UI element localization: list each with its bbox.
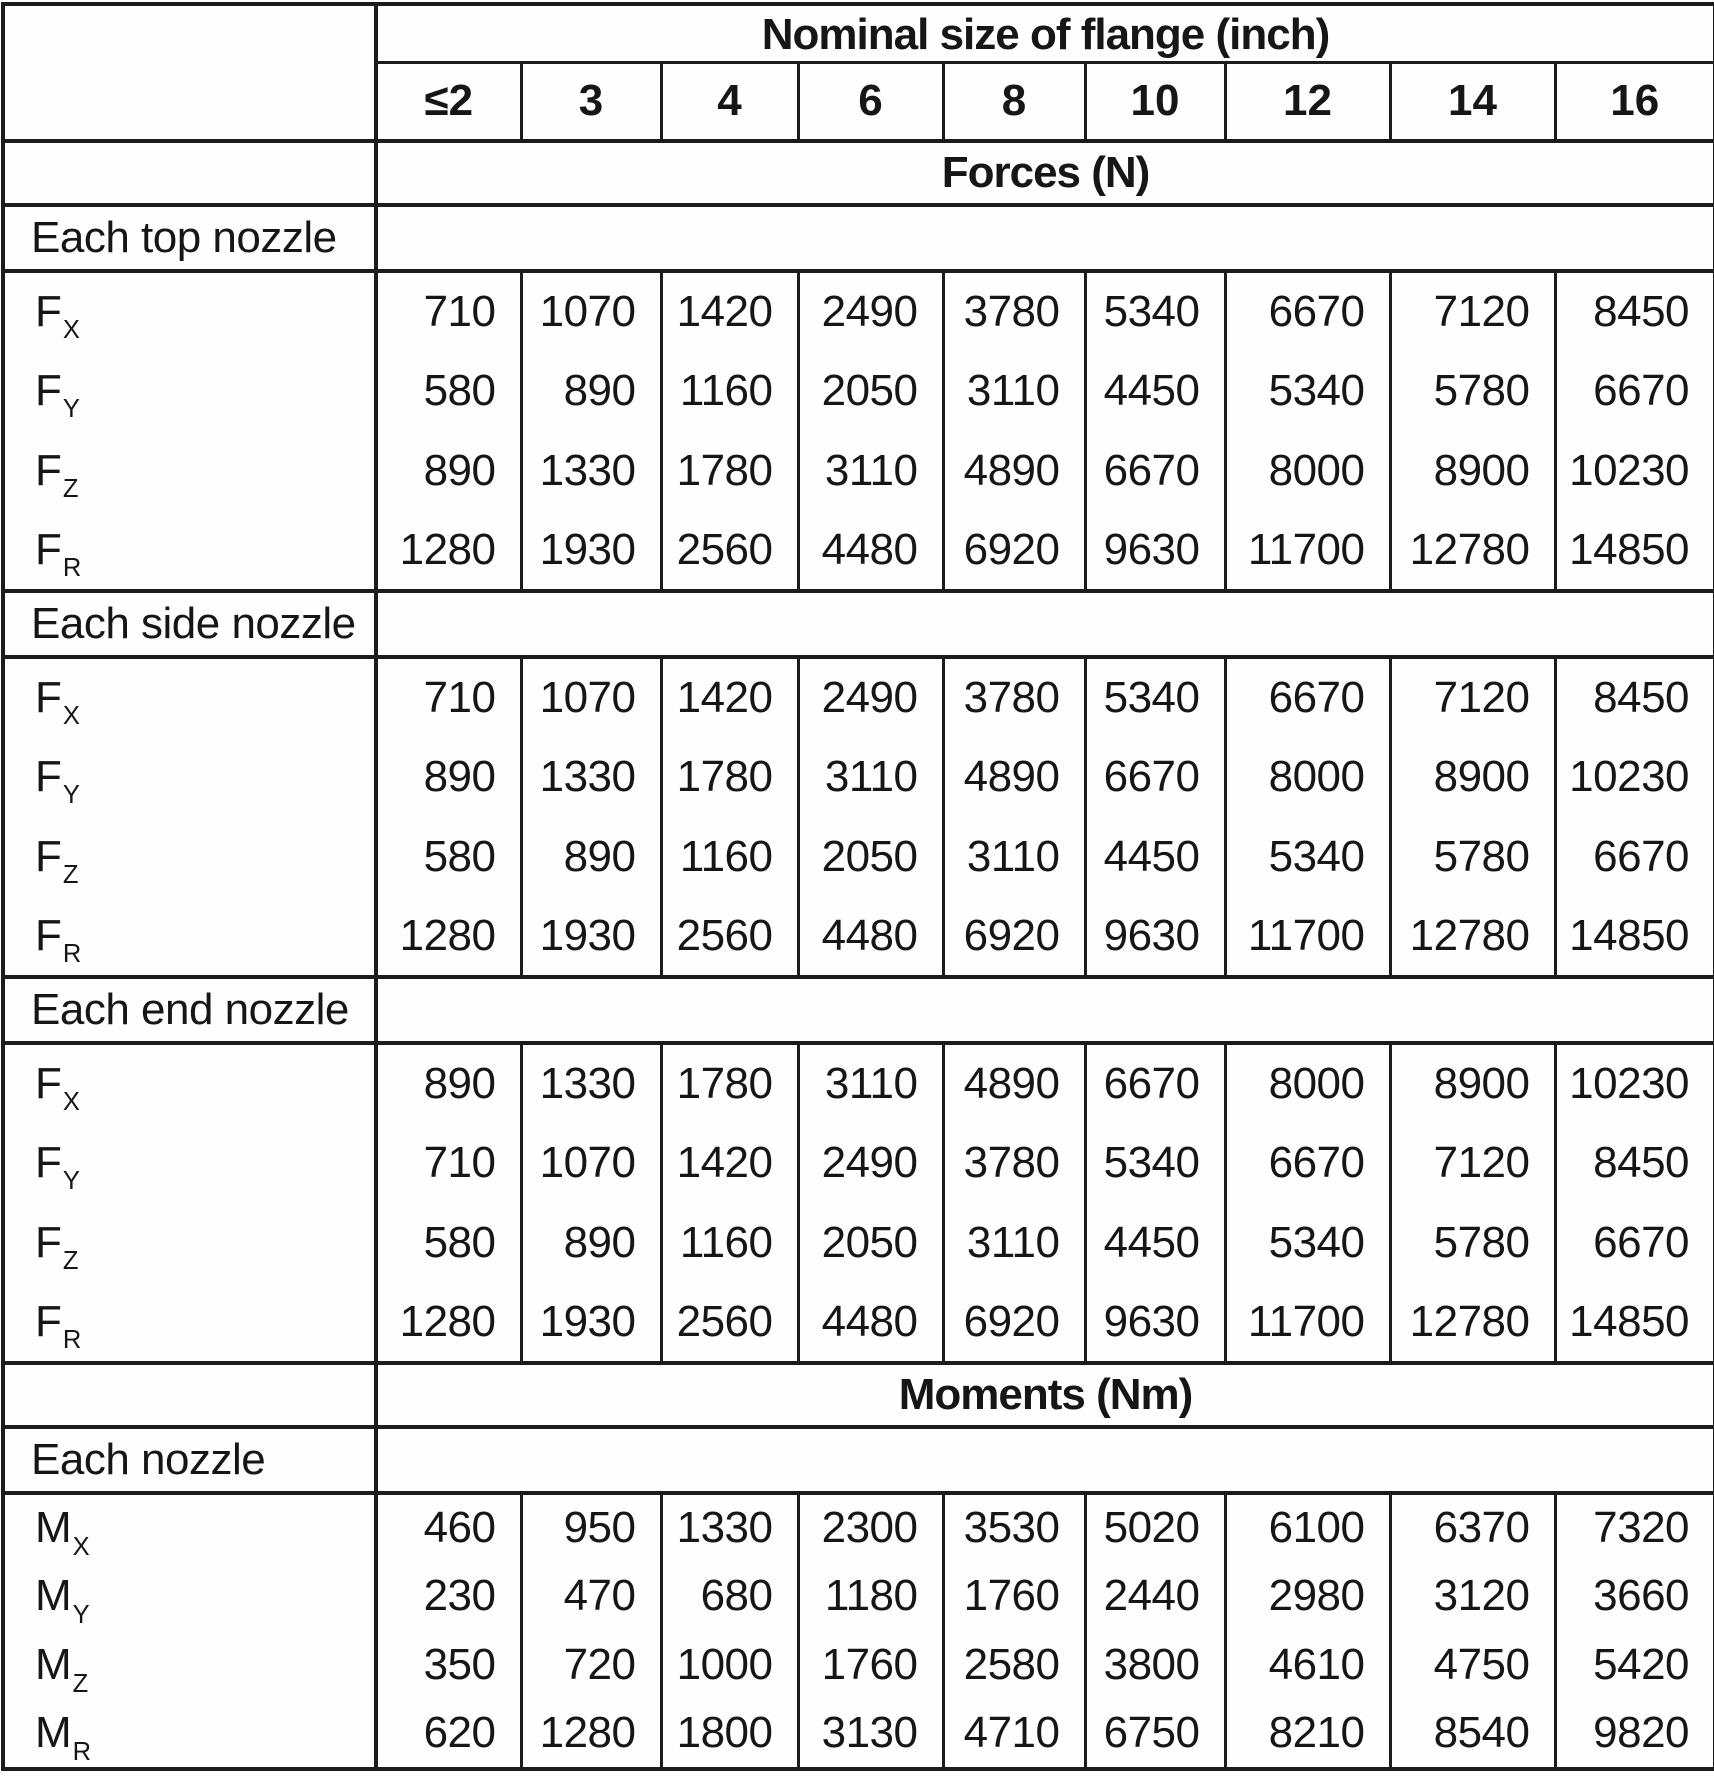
data-row bbox=[3, 351, 1714, 431]
value-cell: 5780 bbox=[1390, 351, 1555, 431]
value-cell: 8450 bbox=[1555, 1123, 1714, 1203]
data-row bbox=[3, 1043, 1714, 1123]
quantity-subscript: R bbox=[62, 940, 82, 969]
value-cell: 4480 bbox=[798, 511, 943, 591]
quantity-symbol: F bbox=[35, 672, 62, 722]
size-col-header: ≤2 bbox=[376, 63, 521, 141]
value-cell: 460 bbox=[376, 1493, 521, 1562]
value-cell: 3780 bbox=[943, 657, 1085, 737]
value-cell: 2440 bbox=[1085, 1562, 1225, 1631]
quantity-subscript: X bbox=[62, 316, 80, 345]
value-cell: 1160 bbox=[661, 817, 798, 897]
value-cell: 2490 bbox=[798, 1123, 943, 1203]
value-cell: 10230 bbox=[1555, 431, 1714, 511]
value-cell: 3780 bbox=[943, 271, 1085, 351]
value-cell: 6670 bbox=[1225, 1123, 1390, 1203]
band-left-empty-cell bbox=[3, 1363, 376, 1427]
value-cell: 2490 bbox=[798, 657, 943, 737]
value-cell: 3660 bbox=[1555, 1562, 1714, 1631]
size-col-header: 6 bbox=[798, 63, 943, 141]
size-col-header: 12 bbox=[1225, 63, 1390, 141]
size-col-header: 16 bbox=[1555, 63, 1714, 141]
value-cell: 2560 bbox=[661, 897, 798, 977]
value-cell: 3110 bbox=[943, 817, 1085, 897]
value-cell: 2300 bbox=[798, 1493, 943, 1562]
value-cell: 350 bbox=[376, 1631, 521, 1700]
quantity-symbol: M bbox=[35, 1708, 72, 1757]
row-label bbox=[3, 271, 376, 351]
value-cell: 2050 bbox=[798, 351, 943, 431]
value-cell: 620 bbox=[376, 1700, 521, 1769]
data-row bbox=[3, 737, 1714, 817]
quantity-symbol: M bbox=[35, 1571, 72, 1620]
value-cell: 1760 bbox=[798, 1631, 943, 1700]
row-label bbox=[3, 817, 376, 897]
row-label bbox=[3, 1123, 376, 1203]
quantity-subscript: X bbox=[62, 1088, 80, 1117]
value-cell: 9820 bbox=[1555, 1700, 1714, 1769]
row-label bbox=[3, 511, 376, 591]
value-cell: 9630 bbox=[1085, 897, 1225, 977]
value-cell: 5780 bbox=[1390, 817, 1555, 897]
data-row bbox=[3, 1123, 1714, 1203]
value-cell: 6670 bbox=[1085, 431, 1225, 511]
value-cell: 1330 bbox=[661, 1493, 798, 1562]
value-cell: 5340 bbox=[1085, 1123, 1225, 1203]
value-cell: 7120 bbox=[1390, 657, 1555, 737]
value-cell: 12780 bbox=[1390, 511, 1555, 591]
data-row bbox=[3, 1493, 1714, 1562]
quantity-symbol: F bbox=[35, 1137, 62, 1187]
value-cell: 12780 bbox=[1390, 897, 1555, 977]
value-cell: 3110 bbox=[943, 1203, 1085, 1283]
value-cell: 4450 bbox=[1085, 817, 1225, 897]
value-cell: 6670 bbox=[1085, 737, 1225, 817]
value-cell: 14850 bbox=[1555, 897, 1714, 977]
value-cell: 710 bbox=[376, 1123, 521, 1203]
value-cell: 4890 bbox=[943, 1043, 1085, 1123]
quantity-subscript: Y bbox=[72, 1600, 90, 1629]
data-row bbox=[3, 817, 1714, 897]
quantity-symbol: F bbox=[35, 831, 62, 881]
value-cell: 890 bbox=[521, 1203, 661, 1283]
value-cell: 10230 bbox=[1555, 1043, 1714, 1123]
column-group-header: Nominal size of flange (inch) bbox=[376, 4, 1714, 63]
value-cell: 12780 bbox=[1390, 1283, 1555, 1363]
quantity-subscript: Z bbox=[62, 475, 79, 504]
value-cell: 1330 bbox=[521, 431, 661, 511]
value-cell: 3110 bbox=[943, 351, 1085, 431]
value-cell: 4480 bbox=[798, 1283, 943, 1363]
value-cell: 710 bbox=[376, 271, 521, 351]
value-cell: 2560 bbox=[661, 1283, 798, 1363]
section-empty-cell bbox=[376, 591, 1714, 657]
row-label bbox=[3, 657, 376, 737]
value-cell: 890 bbox=[376, 1043, 521, 1123]
row-label bbox=[3, 1631, 376, 1700]
quantity-symbol: F bbox=[35, 1058, 62, 1108]
value-cell: 890 bbox=[521, 351, 661, 431]
value-cell: 1420 bbox=[661, 657, 798, 737]
value-cell: 710 bbox=[376, 657, 521, 737]
data-row bbox=[3, 897, 1714, 977]
value-cell: 5340 bbox=[1085, 271, 1225, 351]
section-label: Each side nozzle bbox=[3, 591, 376, 657]
value-cell: 6750 bbox=[1085, 1700, 1225, 1769]
value-cell: 1780 bbox=[661, 431, 798, 511]
value-cell: 2490 bbox=[798, 271, 943, 351]
value-cell: 4750 bbox=[1390, 1631, 1555, 1700]
data-row bbox=[3, 1203, 1714, 1283]
band-row bbox=[3, 141, 1714, 205]
value-cell: 4450 bbox=[1085, 1203, 1225, 1283]
row-label bbox=[3, 431, 376, 511]
value-cell: 6670 bbox=[1225, 271, 1390, 351]
value-cell: 1070 bbox=[521, 271, 661, 351]
row-label bbox=[3, 1562, 376, 1631]
section-row bbox=[3, 205, 1714, 271]
data-row bbox=[3, 1562, 1714, 1631]
value-cell: 2560 bbox=[661, 511, 798, 591]
nozzle-load-table bbox=[1, 2, 1714, 1771]
quantity-subscript: Y bbox=[62, 781, 80, 810]
value-cell: 580 bbox=[376, 351, 521, 431]
value-cell: 1160 bbox=[661, 1203, 798, 1283]
quantity-symbol: F bbox=[35, 751, 62, 801]
value-cell: 2050 bbox=[798, 817, 943, 897]
table-body bbox=[3, 141, 1714, 1769]
value-cell: 3110 bbox=[798, 431, 943, 511]
quantity-symbol: F bbox=[35, 365, 62, 415]
value-cell: 5340 bbox=[1225, 351, 1390, 431]
value-cell: 8900 bbox=[1390, 737, 1555, 817]
row-label bbox=[3, 897, 376, 977]
quantity-symbol: M bbox=[35, 1503, 72, 1552]
value-cell: 5780 bbox=[1390, 1203, 1555, 1283]
quantity-subscript: X bbox=[62, 702, 80, 731]
size-col-header: 3 bbox=[521, 63, 661, 141]
value-cell: 2980 bbox=[1225, 1562, 1390, 1631]
value-cell: 720 bbox=[521, 1631, 661, 1700]
section-label: Each top nozzle bbox=[3, 205, 376, 271]
value-cell: 890 bbox=[521, 817, 661, 897]
size-col-header: 14 bbox=[1390, 63, 1555, 141]
section-label: Each end nozzle bbox=[3, 977, 376, 1043]
corner-empty-cell bbox=[3, 4, 376, 141]
row-label bbox=[3, 1700, 376, 1769]
value-cell: 3130 bbox=[798, 1700, 943, 1769]
value-cell: 1160 bbox=[661, 351, 798, 431]
value-cell: 4890 bbox=[943, 737, 1085, 817]
value-cell: 580 bbox=[376, 1203, 521, 1283]
value-cell: 7320 bbox=[1555, 1493, 1714, 1562]
value-cell: 1780 bbox=[661, 737, 798, 817]
value-cell: 230 bbox=[376, 1562, 521, 1631]
quantity-symbol: F bbox=[35, 910, 62, 960]
data-row bbox=[3, 1283, 1714, 1363]
quantity-subscript: Z bbox=[62, 1247, 79, 1276]
value-cell: 4480 bbox=[798, 897, 943, 977]
quantity-subscript: R bbox=[62, 1326, 82, 1355]
value-cell: 8900 bbox=[1390, 1043, 1555, 1123]
value-cell: 580 bbox=[376, 817, 521, 897]
value-cell: 8540 bbox=[1390, 1700, 1555, 1769]
band-row bbox=[3, 1363, 1714, 1427]
value-cell: 1280 bbox=[376, 897, 521, 977]
data-row bbox=[3, 1631, 1714, 1700]
row-label bbox=[3, 1493, 376, 1562]
band-label: Forces (N) bbox=[376, 141, 1714, 205]
quantity-symbol: F bbox=[35, 286, 62, 336]
value-cell: 680 bbox=[661, 1562, 798, 1631]
value-cell: 6670 bbox=[1555, 817, 1714, 897]
value-cell: 8450 bbox=[1555, 657, 1714, 737]
quantity-subscript: Y bbox=[62, 1167, 80, 1196]
quantity-symbol: F bbox=[35, 1217, 62, 1267]
value-cell: 1330 bbox=[521, 1043, 661, 1123]
section-row bbox=[3, 1427, 1714, 1493]
value-cell: 14850 bbox=[1555, 511, 1714, 591]
value-cell: 5020 bbox=[1085, 1493, 1225, 1562]
value-cell: 3110 bbox=[798, 737, 943, 817]
value-cell: 6670 bbox=[1225, 657, 1390, 737]
value-cell: 1280 bbox=[376, 511, 521, 591]
value-cell: 1280 bbox=[376, 1283, 521, 1363]
value-cell: 3780 bbox=[943, 1123, 1085, 1203]
value-cell: 5420 bbox=[1555, 1631, 1714, 1700]
value-cell: 1070 bbox=[521, 1123, 661, 1203]
value-cell: 9630 bbox=[1085, 511, 1225, 591]
row-label bbox=[3, 1283, 376, 1363]
row-label bbox=[3, 737, 376, 817]
section-empty-cell bbox=[376, 1427, 1714, 1493]
group-header-row bbox=[3, 4, 1714, 63]
quantity-subscript: R bbox=[62, 554, 82, 583]
value-cell: 5340 bbox=[1225, 1203, 1390, 1283]
value-cell: 3110 bbox=[798, 1043, 943, 1123]
data-row bbox=[3, 431, 1714, 511]
value-cell: 8000 bbox=[1225, 737, 1390, 817]
value-cell: 11700 bbox=[1225, 897, 1390, 977]
value-cell: 6920 bbox=[943, 897, 1085, 977]
value-cell: 8000 bbox=[1225, 1043, 1390, 1123]
quantity-symbol: F bbox=[35, 524, 62, 574]
value-cell: 950 bbox=[521, 1493, 661, 1562]
value-cell: 8900 bbox=[1390, 431, 1555, 511]
value-cell: 1930 bbox=[521, 897, 661, 977]
value-cell: 470 bbox=[521, 1562, 661, 1631]
quantity-subscript: X bbox=[72, 1532, 90, 1561]
value-cell: 2580 bbox=[943, 1631, 1085, 1700]
quantity-symbol: M bbox=[35, 1640, 72, 1689]
value-cell: 1930 bbox=[521, 511, 661, 591]
value-cell: 1000 bbox=[661, 1631, 798, 1700]
value-cell: 8450 bbox=[1555, 271, 1714, 351]
value-cell: 6670 bbox=[1085, 1043, 1225, 1123]
section-empty-cell bbox=[376, 205, 1714, 271]
value-cell: 4890 bbox=[943, 431, 1085, 511]
section-row bbox=[3, 977, 1714, 1043]
quantity-subscript: Z bbox=[62, 861, 79, 890]
value-cell: 1760 bbox=[943, 1562, 1085, 1631]
value-cell: 6370 bbox=[1390, 1493, 1555, 1562]
value-cell: 6100 bbox=[1225, 1493, 1390, 1562]
band-label: Moments (Nm) bbox=[376, 1363, 1714, 1427]
data-row bbox=[3, 511, 1714, 591]
value-cell: 11700 bbox=[1225, 511, 1390, 591]
value-cell: 2050 bbox=[798, 1203, 943, 1283]
value-cell: 1180 bbox=[798, 1562, 943, 1631]
quantity-subscript: Z bbox=[72, 1669, 89, 1698]
value-cell: 3530 bbox=[943, 1493, 1085, 1562]
section-empty-cell bbox=[376, 977, 1714, 1043]
value-cell: 14850 bbox=[1555, 1283, 1714, 1363]
value-cell: 8000 bbox=[1225, 431, 1390, 511]
value-cell: 6920 bbox=[943, 1283, 1085, 1363]
value-cell: 4450 bbox=[1085, 351, 1225, 431]
data-row bbox=[3, 1700, 1714, 1769]
value-cell: 1070 bbox=[521, 657, 661, 737]
value-cell: 9630 bbox=[1085, 1283, 1225, 1363]
value-cell: 11700 bbox=[1225, 1283, 1390, 1363]
row-label bbox=[3, 351, 376, 431]
data-row bbox=[3, 271, 1714, 351]
value-cell: 4610 bbox=[1225, 1631, 1390, 1700]
value-cell: 5340 bbox=[1085, 657, 1225, 737]
value-cell: 4710 bbox=[943, 1700, 1085, 1769]
quantity-subscript: Y bbox=[62, 395, 80, 424]
value-cell: 1280 bbox=[521, 1700, 661, 1769]
value-cell: 8210 bbox=[1225, 1700, 1390, 1769]
value-cell: 7120 bbox=[1390, 1123, 1555, 1203]
quantity-symbol: F bbox=[35, 1296, 62, 1346]
value-cell: 3800 bbox=[1085, 1631, 1225, 1700]
value-cell: 3120 bbox=[1390, 1562, 1555, 1631]
section-label: Each nozzle bbox=[3, 1427, 376, 1493]
size-col-header: 8 bbox=[943, 63, 1085, 141]
data-row bbox=[3, 657, 1714, 737]
value-cell: 1330 bbox=[521, 737, 661, 817]
value-cell: 6920 bbox=[943, 511, 1085, 591]
quantity-symbol: F bbox=[35, 445, 62, 495]
section-row bbox=[3, 591, 1714, 657]
value-cell: 1780 bbox=[661, 1043, 798, 1123]
row-label bbox=[3, 1203, 376, 1283]
value-cell: 6670 bbox=[1555, 1203, 1714, 1283]
value-cell: 890 bbox=[376, 737, 521, 817]
value-cell: 5340 bbox=[1225, 817, 1390, 897]
value-cell: 1930 bbox=[521, 1283, 661, 1363]
value-cell: 7120 bbox=[1390, 271, 1555, 351]
size-col-header: 4 bbox=[661, 63, 798, 141]
value-cell: 6670 bbox=[1555, 351, 1714, 431]
value-cell: 1800 bbox=[661, 1700, 798, 1769]
quantity-subscript: R bbox=[72, 1737, 92, 1766]
value-cell: 10230 bbox=[1555, 737, 1714, 817]
value-cell: 890 bbox=[376, 431, 521, 511]
value-cell: 1420 bbox=[661, 1123, 798, 1203]
row-label bbox=[3, 1043, 376, 1123]
band-left-empty-cell bbox=[3, 141, 376, 205]
value-cell: 1420 bbox=[661, 271, 798, 351]
size-col-header: 10 bbox=[1085, 63, 1225, 141]
